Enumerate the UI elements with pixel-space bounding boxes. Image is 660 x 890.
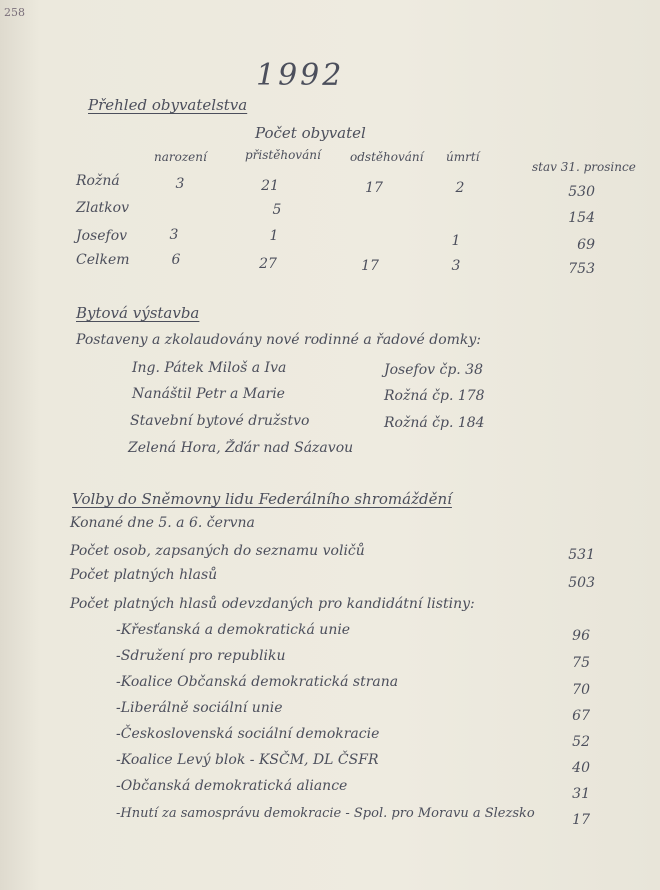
cell-total: 69: [577, 237, 595, 253]
cell-moved-in: 1: [269, 228, 279, 244]
party-votes: 75: [572, 655, 590, 671]
cell-moved-out: 17: [365, 180, 383, 196]
cell-moved-in: 27: [259, 256, 277, 272]
year-title: 1992: [256, 58, 345, 93]
population-heading: Přehled obyvatelstva: [88, 96, 248, 114]
party-name: -Koalice Občanská demokratická strana: [116, 674, 399, 690]
col-moved-in: přistěhování: [245, 148, 321, 162]
col-moved-out: odstěhování: [350, 150, 424, 164]
housing-heading: Bytová výstavba: [76, 304, 200, 322]
elections-held: Konané dne 5. a 6. června: [70, 515, 255, 531]
row-name: Celkem: [76, 252, 130, 268]
party-name: -Liberálně sociální unie: [116, 700, 283, 716]
cell-born: 6: [171, 252, 181, 268]
housing-location: Rožná čp. 184: [384, 415, 485, 431]
housing-intro: Postaveny a zkolaudovány nové rodinné a řadové domky:: [76, 332, 482, 348]
row-name: Zlatkov: [76, 200, 129, 216]
cell-moved-out: 17: [361, 258, 379, 274]
cell-born: 3: [175, 176, 185, 192]
cell-total: 753: [568, 261, 595, 277]
cell-born: 3: [169, 227, 179, 243]
valid-label: Počet platných hlasů: [70, 567, 218, 583]
page-number: 258: [4, 6, 25, 19]
population-subheading: Počet obyvatel: [255, 124, 366, 142]
housing-location: Rožná čp. 178: [384, 388, 485, 404]
party-votes: 96: [572, 628, 590, 644]
party-name: -Křesťanská a demokratická unie: [116, 622, 351, 638]
cell-died: 3: [451, 258, 461, 274]
party-votes: 52: [572, 734, 590, 750]
party-name: -Občanská demokratická aliance: [116, 778, 348, 794]
party-votes: 70: [572, 682, 590, 698]
cell-moved-in: 21: [261, 178, 279, 194]
party-name: -Sdružení pro republiku: [116, 648, 286, 664]
valid-value: 503: [568, 575, 595, 591]
housing-location: Josefov čp. 38: [384, 362, 483, 378]
cell-died: 1: [451, 233, 461, 249]
row-name: Josefov: [76, 228, 128, 244]
row-name: Rožná: [76, 173, 120, 189]
cell-total: 154: [568, 210, 595, 226]
party-name: -Hnutí za samosprávu demokracie - Spol. pro Moravu a Slezsko: [116, 806, 535, 821]
party-votes: 31: [572, 786, 590, 802]
housing-owner: Nanáštil Petr a Marie: [132, 386, 285, 402]
housing-owner: Ing. Pátek Miloš a Iva: [132, 360, 287, 376]
cell-moved-in: 5: [272, 202, 282, 218]
by-list-label: Počet platných hlasů odevzdaných pro kandidátní listiny:: [70, 596, 475, 612]
party-votes: 17: [572, 812, 590, 828]
party-name: -Koalice Levý blok - KSČM, DL ČSFR: [116, 752, 379, 768]
registered-value: 531: [568, 547, 595, 563]
housing-owner: Stavební bytové družstvo: [130, 413, 310, 429]
col-born: narození: [154, 150, 207, 164]
cell-died: 2: [455, 180, 465, 196]
party-name: -Československá sociální demokracie: [116, 726, 380, 742]
col-died: úmrtí: [446, 150, 480, 164]
housing-owner: Zelená Hora, Žďár nad Sázavou: [128, 440, 354, 456]
elections-heading: Volby do Sněmovny lidu Federálního shromáždění: [72, 490, 452, 508]
cell-total: 530: [568, 184, 595, 200]
col-total: stav 31. prosince: [532, 160, 636, 174]
party-votes: 67: [572, 708, 590, 724]
party-votes: 40: [572, 760, 590, 776]
registered-label: Počet osob, zapsaných do seznamu voličů: [70, 543, 365, 559]
